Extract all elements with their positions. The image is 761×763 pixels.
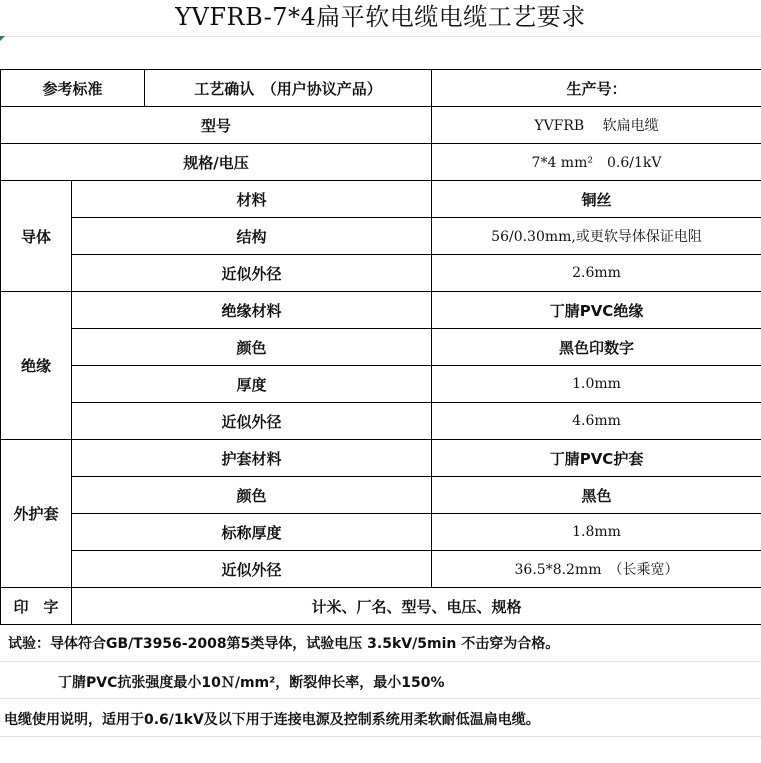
production-no-label: 生产号：: [432, 70, 761, 107]
insulation-color-label: 颜色: [72, 329, 432, 366]
table-row: [1, 181, 761, 218]
table-row: [1, 218, 761, 255]
confirm-label: 工艺确认 （用户协议产品）: [145, 70, 432, 107]
table-row-header: [1, 70, 761, 107]
sheath-color-label: 颜色: [72, 477, 432, 514]
standard-label: 参考标准: [1, 70, 145, 107]
table-row-marking: [1, 588, 761, 625]
table-row-spec: [1, 144, 761, 181]
sheath-thickness-value: 1.8mm: [432, 514, 761, 551]
cell-corner-marker-icon: [0, 36, 5, 41]
sheath-material-label: 护套材料: [72, 440, 432, 477]
table-row-model: [1, 107, 761, 144]
sheath-color-value: 黑色: [432, 477, 761, 514]
insulation-thickness-label: 厚度: [72, 366, 432, 403]
insulation-diameter-label: 近似外径: [72, 403, 432, 440]
sheath-material-value: 丁腈PVC护套: [432, 440, 761, 477]
insulation-diameter-value: 4.6mm: [432, 403, 761, 440]
insulation-color-value: 黑色印数字: [432, 329, 761, 366]
conductor-diameter-label: 近似外径: [72, 255, 432, 292]
table-row: [1, 366, 761, 403]
table-row: [1, 329, 761, 366]
spec-table-container: [0, 69, 761, 625]
sheet-gridline: [0, 36, 761, 37]
spec-voltage-value: 7*4 mm² 0.6/1kV: [432, 144, 761, 181]
sheet-gridline: [0, 736, 761, 737]
tensile-note: 丁腈PVC抗张强度最小10Ｎ/mm²，断裂伸长率，最小150%: [58, 675, 445, 691]
sheet-gridline: [0, 661, 761, 662]
table-row: [1, 514, 761, 551]
spec-voltage-label: 规格/电压: [1, 144, 432, 181]
insulation-thickness-value: 1.0mm: [432, 366, 761, 403]
table-row: [1, 255, 761, 292]
table-row: [1, 440, 761, 477]
sheet-gridline: [0, 698, 761, 699]
document-title: YVFRB-7*4扁平软电缆电缆工艺要求: [175, 3, 586, 31]
test-note: 试验：导体符合GB/T3956-2008第5类导体，试验电压 3.5kV/5min 不击穿为合格。: [8, 636, 560, 652]
usage-note: 电缆使用说明，适用于0.6/1kV及以下用于连接电源及控制系统用柔软耐低温扁电缆。: [4, 712, 540, 728]
conductor-structure-value: 56/0.30mm,或更软导体保证电阻: [432, 218, 761, 255]
insulation-material-label: 绝缘材料: [72, 292, 432, 329]
insulation-material-value: 丁腈PVC绝缘: [432, 292, 761, 329]
conductor-group-label: 导体: [1, 181, 72, 292]
model-value: YVFRB 软扁电缆: [432, 107, 761, 144]
table-row: [1, 403, 761, 440]
model-label: 型号: [1, 107, 432, 144]
sheath-group-label: 外护套: [1, 440, 72, 588]
insulation-group-label: 绝缘: [1, 292, 72, 440]
marking-label: 印 字: [1, 588, 72, 625]
table-row: [1, 477, 761, 514]
sheath-diameter-value: 36.5*8.2mm （长乘宽）: [432, 551, 761, 588]
table-row: [1, 292, 761, 329]
conductor-material-value: 铜丝: [432, 181, 761, 218]
conductor-structure-label: 结构: [72, 218, 432, 255]
conductor-diameter-value: 2.6mm: [432, 255, 761, 292]
sheath-diameter-label: 近似外径: [72, 551, 432, 588]
spec-table: [0, 69, 761, 625]
table-row: [1, 551, 761, 588]
marking-value: 计米、厂名、型号、电压、规格: [72, 588, 761, 625]
sheath-thickness-label: 标称厚度: [72, 514, 432, 551]
conductor-material-label: 材料: [72, 181, 432, 218]
